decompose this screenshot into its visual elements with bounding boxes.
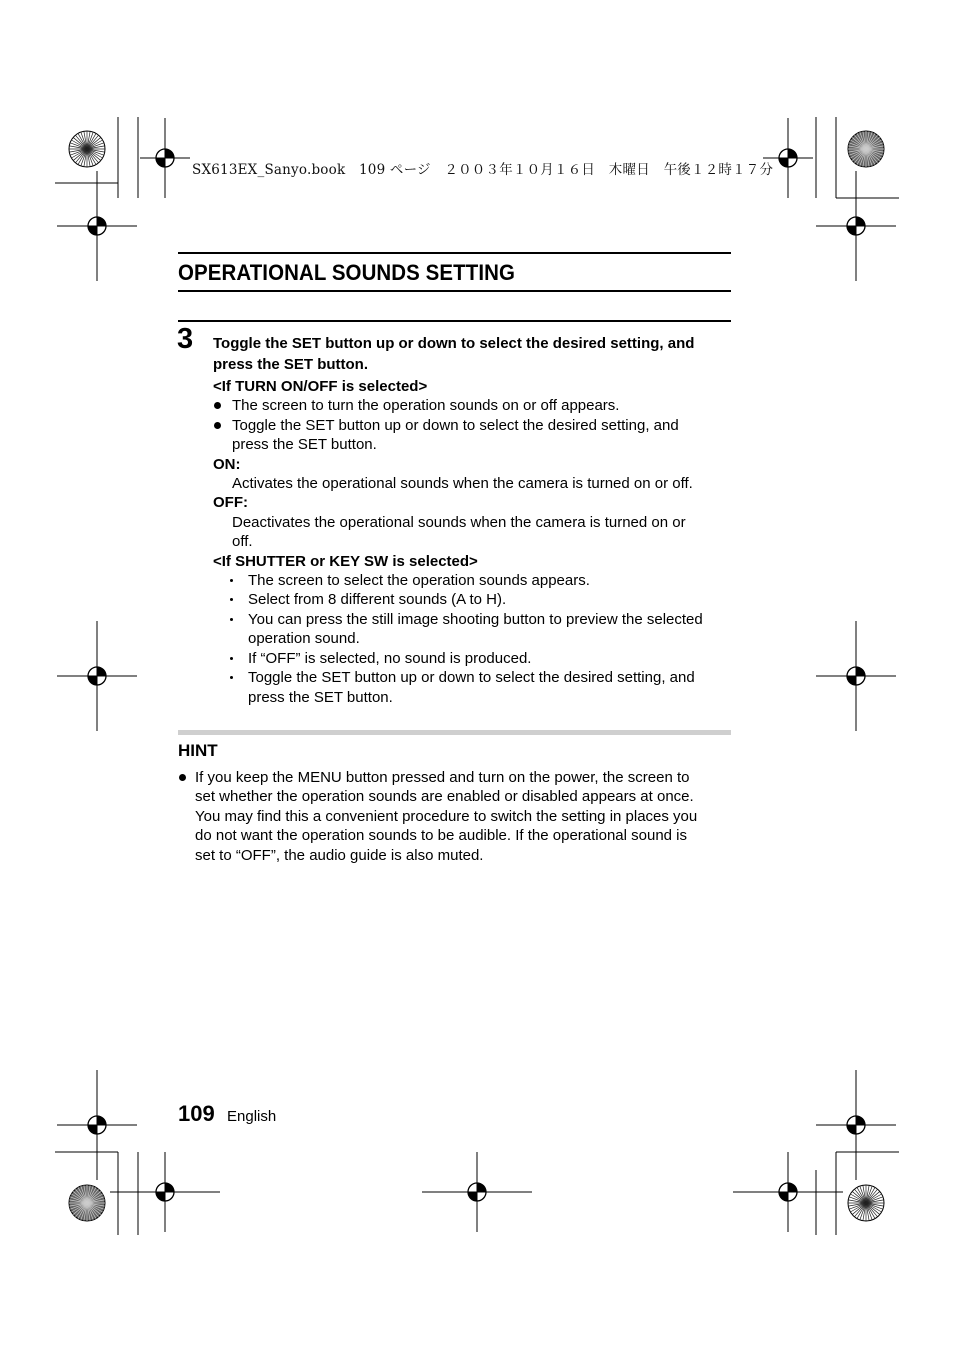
registration-quadrant-icon (788, 149, 797, 158)
list-item (213, 571, 733, 590)
registration-quadrant-icon (156, 158, 165, 167)
title-top-rule (178, 252, 731, 254)
bullet-icon (230, 676, 233, 679)
list-item-text: The screen to select the operation sounds appears. (248, 572, 590, 590)
page-number: 109 (178, 1101, 215, 1126)
step-instruction-line: Toggle the SET button up or down to select the desired setting, and (213, 335, 695, 352)
list-item (213, 610, 733, 649)
registration-quadrant-icon (97, 667, 106, 676)
shutter-keysw-heading: <If SHUTTER or KEY SW is selected> (213, 552, 478, 570)
list-item (213, 649, 733, 668)
print-header: SX613EX_Sanyo.book 109 ページ ２００３年１０月１６日 木曜日 午後１２時１７分 (192, 162, 774, 178)
list-item-text: Toggle the SET button up or down to select the desired setting, and (232, 416, 679, 434)
registration-quadrant-icon (165, 1183, 174, 1192)
hint-divider (178, 730, 731, 735)
registration-quadrant-icon (477, 1183, 486, 1192)
registration-quadrant-icon (856, 217, 865, 226)
list-item (213, 396, 733, 415)
step-instruction (213, 333, 733, 375)
list-item (213, 668, 733, 707)
list-item (213, 416, 733, 455)
registration-quadrant-icon (97, 1116, 106, 1125)
registration-quadrant-icon (847, 1125, 856, 1134)
list-item-text: You can press the still image shooting button to preview the selected (248, 610, 703, 628)
on-label: ON: (213, 455, 241, 473)
bullet-icon (179, 774, 186, 781)
bullet-icon (214, 402, 221, 409)
step-instruction-line: press the SET button. (213, 356, 369, 373)
section-title: OPERATIONAL SOUNDS SETTING (178, 260, 516, 285)
registration-quadrant-icon (88, 1125, 97, 1134)
hint-line: If you keep the MENU button pressed and turn on the power, the screen to (195, 769, 690, 786)
registration-quadrant-icon (468, 1192, 477, 1201)
registration-quadrant-icon (847, 226, 856, 235)
bullet-icon (214, 422, 221, 429)
off-description: Deactivates the operational sounds when the camera is turned on or (232, 513, 686, 531)
hint-line: set whether the operation sounds are enabled or disabled appears at once. (195, 788, 694, 806)
hint-line: set to “OFF”, the audio guide is also muted. (195, 846, 484, 864)
list-item-text: The screen to turn the operation sounds on or off appears. (232, 397, 620, 415)
registration-quadrant-icon (156, 1192, 165, 1201)
list-item-text: press the SET button. (232, 436, 377, 454)
bullet-icon (230, 657, 233, 660)
list-item (213, 590, 733, 609)
list-item-text: press the SET button. (248, 688, 393, 706)
list-item-text: Toggle the SET button up or down to select the desired setting, and (248, 669, 695, 687)
registration-quadrant-icon (847, 676, 856, 685)
title-bottom-rule (178, 290, 731, 292)
registration-quadrant-icon (856, 1116, 865, 1125)
on-description: Activates the operational sounds when the camera is turned on or off. (232, 475, 693, 493)
bullet-icon (230, 618, 233, 621)
registration-quadrant-icon (788, 1183, 797, 1192)
registration-quadrant-icon (88, 226, 97, 235)
registration-quadrant-icon (856, 667, 865, 676)
bullet-icon (230, 579, 233, 582)
step-number: 3 (177, 323, 194, 355)
registration-quadrant-icon (97, 217, 106, 226)
hint-body (178, 768, 733, 865)
list-item (178, 768, 733, 865)
off-description: off. (232, 533, 253, 551)
list-item-text: If “OFF” is selected, no sound is produced. (248, 649, 532, 667)
registration-quadrant-icon (165, 149, 174, 158)
list-item-text: Select from 8 different sounds (A to H). (248, 591, 507, 609)
hint-line: You may find this a convenient procedure to switch the setting in places you (195, 807, 698, 825)
hint-line: do not want the operation sounds to be audible. If the operational sound is (195, 827, 688, 845)
page-language: English (227, 1108, 277, 1125)
list-item-text: operation sound. (248, 630, 360, 648)
bullet-icon (230, 598, 233, 601)
off-label: OFF: (213, 494, 248, 512)
hint-title: HINT (178, 741, 218, 760)
step-rule (178, 320, 731, 322)
step-details (213, 377, 733, 707)
registration-quadrant-icon (779, 1192, 788, 1201)
turn-onoff-heading: <If TURN ON/OFF is selected> (213, 378, 428, 395)
registration-quadrant-icon (88, 676, 97, 685)
